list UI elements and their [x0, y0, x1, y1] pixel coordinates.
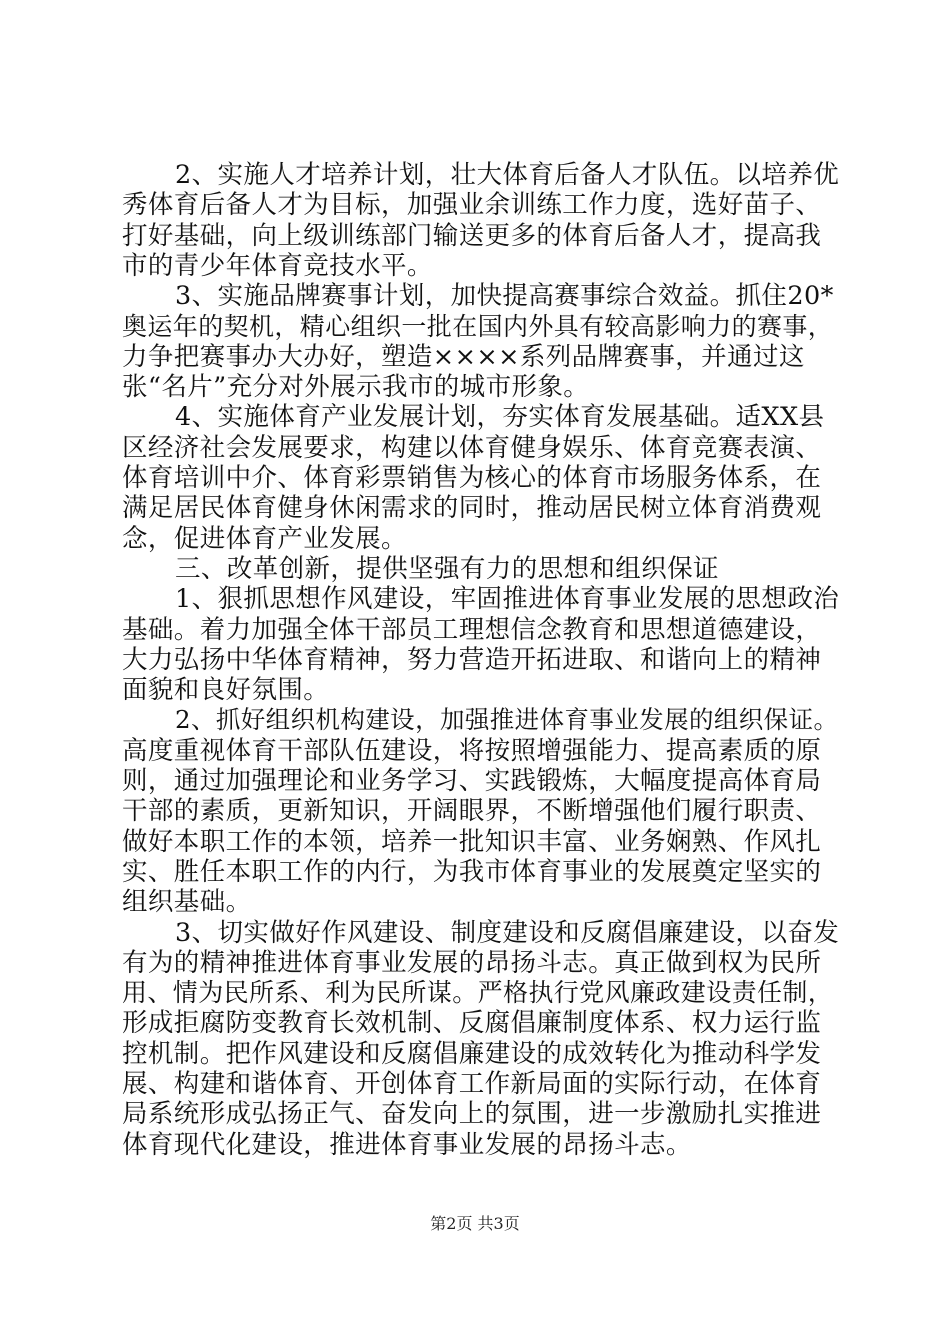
paragraph-line: 大力弘扬中华体育精神，努力营造开拓进取、和谐向上的精神: [122, 644, 822, 675]
paragraph-line: 体育现代化建设，推进体育事业发展的昂扬斗志。: [122, 1129, 692, 1160]
paragraph-line: 奥运年的契机，精心组织一批在国内外具有较高影响力的赛事，: [122, 311, 834, 341]
paragraph-line: 市的青少年体育竞技水平。: [122, 250, 433, 281]
paragraph-line: 3、实施品牌赛事计划，加快提高赛事综合效益。抓住20*: [175, 281, 834, 312]
paragraph-line: 打好基础，向上级训练部门输送更多的体育后备人才，提高我: [122, 220, 822, 251]
paragraph-line: 高度重视体育干部队伍建设，将按照增强能力、提高素质的原: [122, 735, 822, 766]
paragraph-line: 展、构建和谐体育、开创体育工作新局面的实际行动，在体育: [122, 1069, 822, 1099]
paragraph-line: 实、胜任本职工作的内行，为我市体育事业的发展奠定坚实的: [122, 856, 822, 887]
paragraph-line: 做好本职工作的本领，培养一批知识丰富、业务娴熟、作风扎: [122, 826, 822, 857]
paragraph-line: 形成拒腐防变教育长效机制、反腐倡廉制度体系、权力运行监: [122, 1008, 822, 1039]
paragraph-line: 干部的素质，更新知识，开阔眼界，不断增强他们履行职责、: [122, 796, 822, 827]
paragraph-line: 4、实施体育产业发展计划，夯实体育发展基础。适XX县: [175, 402, 825, 433]
paragraph-line: 区经济社会发展要求，构建以体育健身娱乐、体育竞赛表演、: [122, 432, 822, 463]
page-number-footer: 第2页 共3页: [430, 1214, 520, 1233]
paragraph-line: 控机制。把作风建设和反腐倡廉建设的成效转化为推动科学发: [122, 1038, 822, 1069]
paragraph-line: 局系统形成弘扬正气、奋发向上的氛围，进一步激励扎实推进: [122, 1099, 822, 1130]
paragraph-line: 2、实施人才培养计划，壮大体育后备人才队伍。以培养优: [175, 160, 840, 190]
paragraph-line: 满足居民体育健身休闲需求的同时，推动居民树立体育消费观: [122, 493, 822, 524]
paragraph-line: 则，通过加强理论和业务学习、实践锻炼，大幅度提高体育局: [122, 766, 822, 796]
paragraph-line: 3、切实做好作风建设、制度建设和反腐倡廉建设，以奋发: [175, 917, 840, 948]
paragraph-line: 基础。着力加强全体干部员工理想信念教育和思想道德建设，: [122, 614, 822, 645]
paragraph-line: 有为的精神推进体育事业发展的昂扬斗志。真正做到权为民所: [122, 947, 822, 978]
paragraph-line: 1、狠抓思想作风建设，牢固推进体育事业发展的思想政治: [175, 584, 840, 615]
paragraph-line: 2、抓好组织机构建设，加强推进体育事业发展的组织保证。: [175, 705, 839, 735]
paragraph-line: 面貌和良好氛围。: [122, 675, 330, 706]
paragraph-line: 体育培训中介、体育彩票销售为核心的体育市场服务体系，在: [122, 463, 822, 493]
paragraph-line: 力争把赛事办大办好，塑造××××系列品牌赛事，并通过这: [122, 341, 805, 372]
paragraph-line: 张“名片”充分对外展示我市的城市形象。: [122, 372, 590, 403]
paragraph-line: 秀体育后备人才为目标，加强业余训练工作力度，选好苗子、: [122, 190, 822, 221]
paragraph-line: 念，促进体育产业发展。: [122, 523, 407, 554]
paragraph-line: 组织基础。: [122, 887, 252, 918]
section-heading: 三、改革创新，提供坚强有力的思想和组织保证: [175, 553, 719, 584]
paragraph-line: 用、情为民所系、利为民所谋。严格执行党风廉政建设责任制，: [122, 978, 834, 1008]
